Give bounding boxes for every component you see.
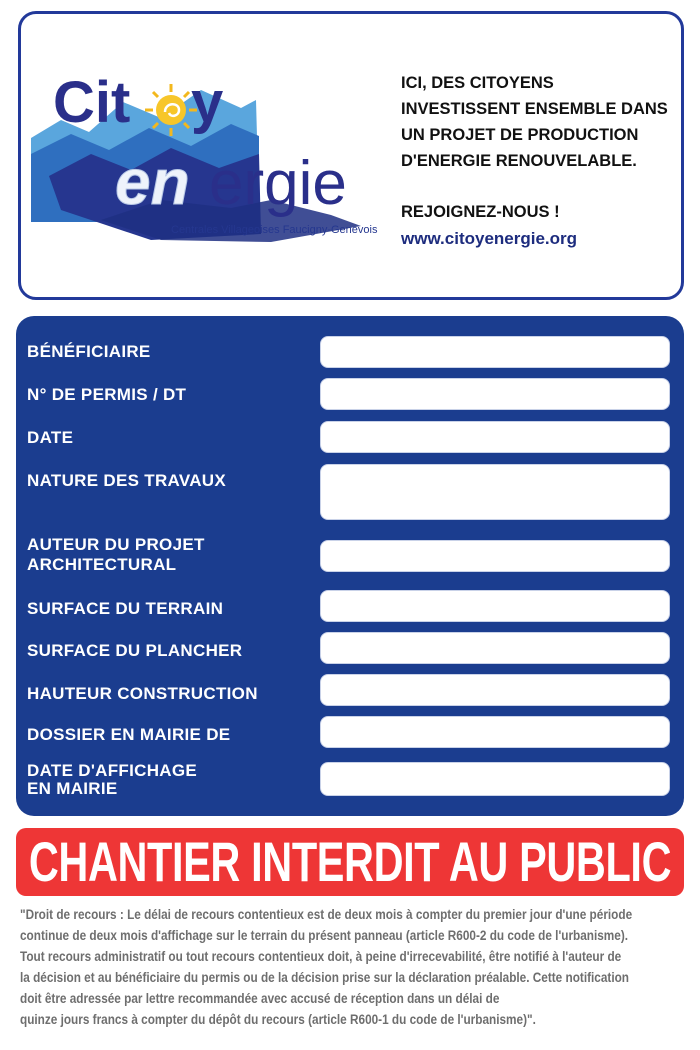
field-label-date: DATE [27, 428, 74, 447]
join-us-text: REJOIGNEZ-NOUS ! [401, 203, 560, 221]
field-box-nature-travaux[interactable] [320, 464, 670, 520]
announcement-line: ICI, DES CITOYENS [401, 74, 554, 92]
field-box-surface-plancher[interactable] [320, 632, 670, 664]
field-label-permis: N° DE PERMIS / DT [27, 385, 187, 404]
announcement-line: INVESTISSENT ENSEMBLE DANS [401, 100, 668, 118]
logo-graphic [31, 50, 383, 250]
label-line: DATE D'AFFICHAGE [27, 761, 198, 780]
website-link[interactable]: www.citoyenergie.org [401, 229, 578, 248]
field-label-surface-plancher: SURFACE DU PLANCHER [27, 641, 243, 660]
svg-text:en: en [115, 146, 190, 218]
warning-banner [16, 828, 684, 896]
field-box-auteur-projet[interactable] [320, 540, 670, 572]
logo-brand-bottom: ergie [209, 149, 347, 218]
field-label-hauteur: HAUTEUR CONSTRUCTION [27, 684, 258, 703]
announcement-line: D'ENERGIE RENOUVELABLE. [401, 152, 637, 170]
permit-form-panel [16, 316, 684, 816]
legal-line: doit être adressée par lettre recommandée avec accusé de réception dans un délai de [20, 991, 500, 1006]
header-panel [18, 11, 684, 300]
legal-line: "Droit de recours : Le délai de recours contentieux est de deux mois à compter du premier jour d'une période [20, 907, 633, 922]
svg-text:y: y [191, 70, 224, 135]
field-label-surface-terrain: SURFACE DU TERRAIN [27, 599, 224, 618]
announcement-line: UN PROJET DE PRODUCTION [401, 126, 639, 144]
field-box-beneficiaire[interactable] [320, 336, 670, 368]
field-box-hauteur[interactable] [320, 674, 670, 706]
field-label-auteur-projet [27, 535, 205, 575]
logo-brand-top: Cit [53, 70, 131, 135]
legal-line: quinze jours francs à compter du dépôt du recours (article R600-1 du code de l'urbanisme)". [20, 1012, 536, 1027]
field-label-nature-travaux: NATURE DES TRAVAUX [27, 471, 227, 490]
field-box-dossier-mairie[interactable] [320, 716, 670, 748]
field-box-date[interactable] [320, 421, 670, 453]
announcement-text [401, 70, 691, 174]
legal-line: la décision et au bénéficiaire du permis ou de la décision prise sur la déclaration préalable. Cette notification [20, 970, 630, 985]
field-label-dossier-mairie: DOSSIER EN MAIRIE DE [27, 725, 231, 744]
legal-notice [20, 904, 688, 1030]
label-line: EN MAIRIE [27, 779, 118, 798]
field-box-permis[interactable] [320, 378, 670, 410]
field-label-date-affichage [27, 762, 197, 798]
field-box-surface-terrain[interactable] [320, 590, 670, 622]
citoyenergie-logo [31, 50, 383, 250]
warning-banner-text: CHANTIER INTERDIT AU PUBLIC [28, 830, 672, 893]
label-line: AUTEUR DU PROJET [27, 535, 205, 554]
field-label-beneficiaire: BÉNÉFICIAIRE [27, 342, 151, 361]
logo-tagline: Centrales Villageoises Faucigny-Genevois [171, 224, 378, 236]
label-line: ARCHITECTURAL [27, 555, 177, 574]
legal-line: continue de deux mois d'affichage sur le terrain du présent panneau (article R600-2 du code de l'urbanisme). [20, 928, 629, 943]
legal-line: Tout recours administratif ou tout recours contentieux doit, à peine d'irrecevabilité, être notifié à l'auteur de [20, 949, 622, 964]
field-box-date-affichage[interactable] [320, 762, 670, 796]
